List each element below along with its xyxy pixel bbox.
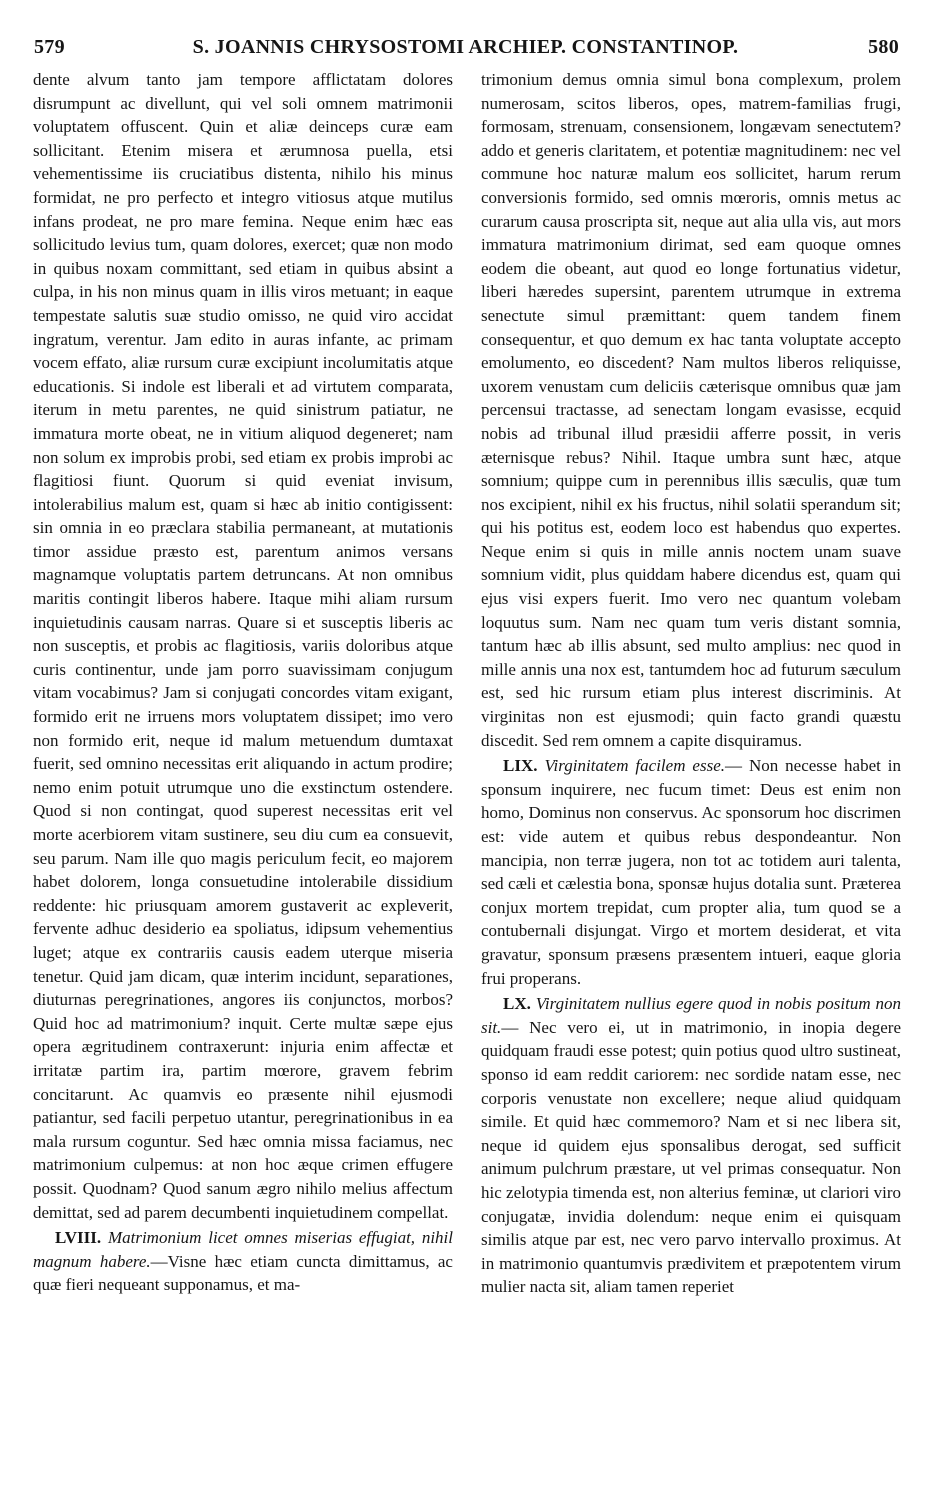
section-58-number: LVIII. — [55, 1228, 102, 1248]
page-header — [30, 36, 901, 66]
section-60-title: Virginitatem nullius egere quod in nobis positum non sit. — [481, 994, 902, 1037]
section-60 — [481, 992, 901, 1299]
section-58-title: Matrimonium licet omnes miserias effugiat, nihil magnum habere. — [33, 1228, 454, 1271]
section-59 — [481, 754, 901, 990]
section-58-text: —Visne hæc etiam cuncta dimittamus, ac quæ fieri nequeant supponamus, et ma- — [33, 1251, 453, 1295]
page-number-left: 579 — [34, 36, 65, 58]
running-title: S. JOANNIS CHRYSOSTOMI ARCHIEP. CONSTANTINOP. — [192, 36, 739, 58]
right-paragraph-continued: trimonium demus omnia simul bona complexum, prolem numerosam, scitos liberos, opes, matrem-familias frugi, formosam, strenuam, consensionem, longævam senectutem? addo et generis claritatem, et potentiæ magnitudinem: nec vel commune hoc naturæ malum eos sollicitet, harum rerum conversionis formido, sed omnis mœroris, omnis metus ac curarum causa proscripta sit, neque aut alia ulla vis, aut mors immatura matrimonium dirimat, sed eam quoque omnes eodem die obeant, aut quod eo longe fortunatius videtur, liberi hæredes supersint, parentem utrumque in extrema senectute simul præmittant: quem tandem finem consequentur, et quo demum ex hac tanta voluptate accepto emolumento, eo discedent? Nam multos liberos reliquisse, uxorem venustam cum deliciis cæterisque omnibus quæ jam percensui tractasse, ad senectam longam evasisse, ecquid nobis ad tribunal illud præsidii afferre possit, in veris æternisque rebus? Nihil. Itaque umbra sunt hæc, atque somnium; quippe cum in perennibus illis sæculis, quæ tum nos excipient, nihil ex his fructus, nihil solatii sperandum sit; qui his potitus est, eodem loco est habendus quo expertes. Neque enim si quis in mille annis noctem unam suave somnium vidit, plus quiddam habere dicendus est, quam qui ejus visi expers fuerit. Imo vero nec quantum volebam loquutus sum. Nam nec quam tum veris distant somnia, tantum hæc ab illis absunt, sed multo amplius: nec quod in mille annis una nox est, tantumdem hoc ad futurum sæculum est, sed hic rursum etiam plus interest discriminis. At virginitas non est ejusmodi; quin facto grandi quæstu discedit. Sed rem omnem a capite disquiramus. — [481, 70, 901, 750]
right-column — [481, 68, 901, 1299]
section-60-number: LX. — [503, 994, 531, 1014]
page-number-right: 580 — [868, 36, 899, 58]
left-column — [33, 68, 453, 1297]
section-60-text: — Nec vero ei, ut in matrimonio, in inopia degere quidquam fraudi esse potest; quin potius quod ultro sustineat, sponso id eam reddit cariorem: nec sordide natam esse, nec corporis venustate non excellere; neque aliud quidquam simile. Et quid hæc commemoro? Nam et si nec libera sit, neque id quidem ejus sponsalibus derogat, sed sufficit animum pulchrum præstare, ut vel primas consequatur. Non hic zelotypia timenda est, non alterius feminæ, ut clariori viro conjugatæ, invidia dolendum: neque enim ei quisquam similis atque par est, nec vero parvo intervallo proximus. At in matrimonio quantumvis prædivitem et præpotentem virum mulier nacta sit, aliam tamen reperiet — [481, 1017, 901, 1297]
section-59-title: Virginitatem facilem esse. — [544, 756, 725, 776]
section-59-number: LIX. — [503, 756, 538, 776]
left-paragraph-continued: dente alvum tanto jam tempore afflictatam dolores disrumpunt ac divellunt, qui vel soli omnem matrimonii voluptatem offuscent. Quin et aliæ deinceps curæ eam sollicitant. Etenim misera et ærumnosa puella, etsi vehementissime iis cruciatibus distenta, nihilo his minus formidat, ne pro perfecto et integro vitiosus atque mutilus infans prodeat, ne pro mare femina. Neque enim hæc eas sollicitudo levius tum, quam dolores, exercet; quæ non modo in quibus noxam committant, sed etiam in quibus absint a culpa, in his non minus quam in illis viros metuant; in eaque tempestate salutis suæ studio omisso, ne quid viro accidat ingratum, verentur. Jam edito in auras infante, ac primam vocem effato, aliæ rursum curæ excipiunt incolumitatis atque educationis. Si indole est liberali et ad virtutem comparata, iterum in metu parentes, ne quid sinistrum patiatur, ne immatura morte obeat, ne in vitium aliquod degeneret; nam non solum ex improbis probi, sed etiam ex probis improbi ac flagitiosi fiunt. Quorum si quid eveniat invisum, intolerabilius malum est, quam si hæc ab initio contigissent: sin omnia in eo præclara stabilia permaneant, at mutationis timor assidue præsto est, parentum animos versans magnamque voluptatis partem detruncans. At non omnibus maritis contingit liberos habere. Itaque mihi aliam rursum inquietudinis causam narras. Quare si et susceptis liberis ac non susceptis, et probis ac flagitiosis, variis doloribus atque curis continentur, unde jam porro suavissimam conjugum vitam vocabimus? Jam si conjugati concordes vitam exigant, formido erit ne irruens mors voluptatem dissipet; imo vero non formido erit, neque id malum metuendum dumtaxat fuerit, sed omnino necessitas erit aliquando in actum prodire; nemo enim potuit utrumque uno die exstinctum ostendere. Quod si non contingat, quod superest necessitas erit vel morte acerbiorem vitam sustinere, seu diu cum ea consuevit, seu parum. Nam ille quo magis periculum fecit, eo majorem habet dolorem, longa consuetudine intolerabile dissidium reddente: hic priusquam amorem gustaverit ac expleverit, fervente adhuc desiderio ea spoliatus, idipsum vehementius luget; atque ex contrariis causis eadem uterque miseria tenetur. Quid jam dicam, quæ interim incidunt, separationes, diuturnas peregrinationes, angores iis conjunctos, morbos? Quid hoc ad matrimonium? inquit. Certe multæ sæpe ejus opera ægritudinem contraxerunt: injuria enim affectæ et irritatæ partim ira, partim mœrore, gravem febrim concitarunt. Ac quamvis eo præsente nihil ejusmodi patiantur, sed facili perpetuo utantur, peregrinationibus in ea mala rursum coguntur. Sed hæc omnia missa faciamus, nec matrimonium culpemus: at non hoc æque crimen effugere possit. Quodnam? Quod sanum ægro nihilo melius affectum demittat, sed ad parem decumbenti inquietudinem compellat. — [33, 70, 453, 1222]
section-59-text: — Non necesse habet in sponsum inquirere, nec fucum timet: Deus est enim non homo, Dominus non conservus. Ac sponsorum hoc discrimen est: vide autem et quibus rebus despondeantur. Non mancipia, non terræ jugera, non tot ac totidem auri talenta, sed cæli et cælestia bona, sponsæ hujus dotalia sunt. Præterea conjux mortem trepidat, cum propter alia, tum quod se a contubernali disjungat. Virgo et mortem desiderat, et vita gravatur, sponsum præsens præsentem intueri, eaque gloria frui properans. — [481, 756, 902, 988]
section-58 — [33, 1226, 453, 1297]
